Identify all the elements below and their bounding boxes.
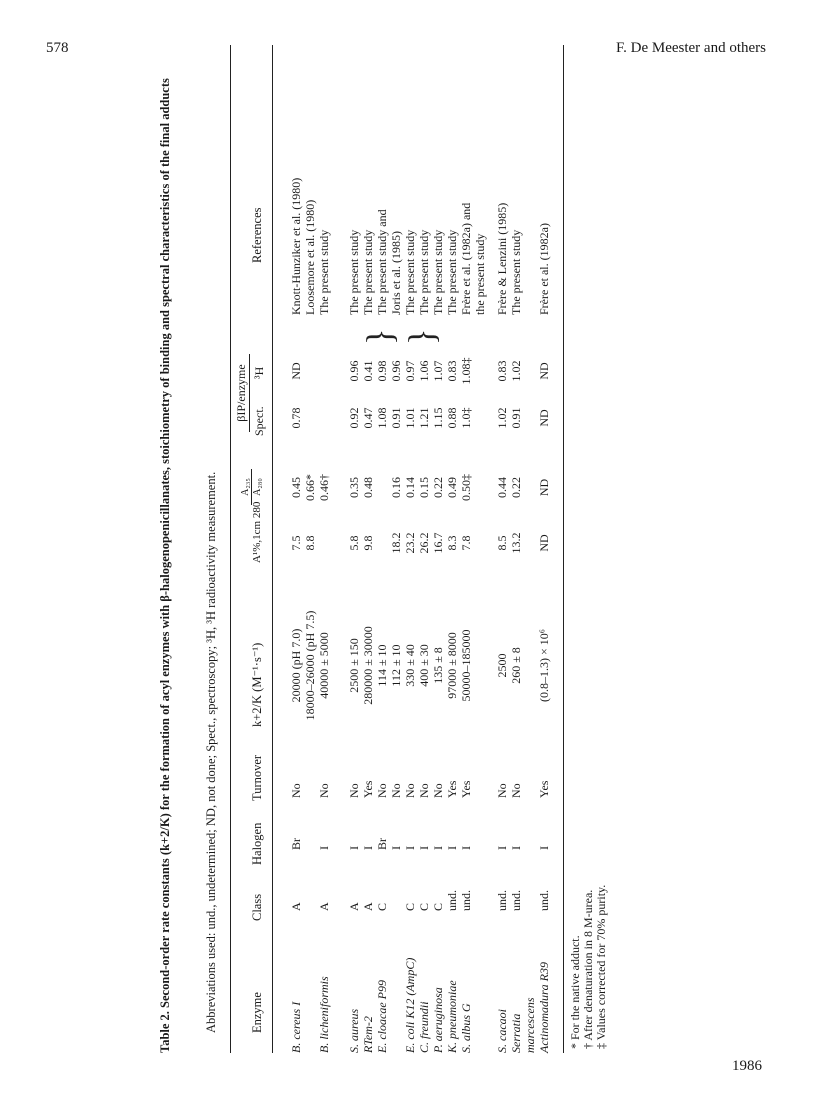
cell-abs: 13.2 [509, 532, 523, 554]
cell-turnover: No [495, 783, 509, 798]
cell-halogen: I [509, 846, 523, 850]
cell-ratio: 0.49 [445, 477, 459, 498]
table-row [537, 45, 551, 1053]
cell-halogen: I [431, 846, 445, 850]
cell-class: C [431, 902, 445, 911]
header-rule [272, 45, 273, 1053]
cell-ref: The present study [417, 229, 431, 315]
cell-spect: 1.15 [431, 407, 445, 429]
cell-h3: 0.96 [389, 360, 403, 382]
brace-group-a: } [360, 328, 401, 345]
cell-halogen: I [361, 846, 375, 850]
table-row [303, 45, 317, 1053]
cell-halogen: Br [289, 838, 303, 850]
cell-turnover: No [509, 783, 523, 798]
cell-ref: The present study [445, 229, 459, 315]
cell-turnover: No [289, 783, 303, 798]
cell-ref: The present study [317, 229, 331, 315]
cell-rate: 20000 (pH 7.0) [289, 628, 303, 703]
cell-ratio: 0.15 [417, 477, 431, 498]
cell-spect: 0.78 [289, 407, 303, 429]
cell-rate: 2500 ± 150 [347, 638, 361, 693]
cell-spect: 0.91 [509, 407, 523, 429]
ratio-denominator: A₂₈₀ [252, 478, 263, 496]
cell-spect: 1.08 [375, 407, 389, 429]
cell-class: und. [495, 890, 509, 911]
cell-h3: 0.83 [495, 360, 509, 382]
ratio-numerator: A₂₃₅ [240, 469, 252, 505]
cell-rate: 18000–26000 (pH 7.5) [303, 610, 317, 721]
top-rule [230, 45, 231, 1053]
cell-h3: 1.02 [509, 360, 523, 382]
header-ratio [240, 469, 263, 505]
cell-ref: the present study [473, 233, 487, 315]
bottom-rule [563, 45, 564, 1053]
cell-class: A [289, 902, 303, 911]
cell-abs: 9.8 [361, 535, 375, 551]
cell-halogen: I [537, 846, 551, 850]
cell-enzyme: marcescens [523, 997, 537, 1053]
cell-h3: 0.98 [375, 360, 389, 382]
cell-spect: 0.92 [347, 407, 361, 429]
cell-ref: The present study [403, 229, 417, 315]
caption-label: Table 2. [158, 1011, 172, 1053]
cell-h3: 1.06 [417, 360, 431, 382]
cell-ratio: 0.48 [361, 477, 375, 498]
cell-enzyme: E. cloacae P99 [375, 980, 389, 1053]
cell-ratio: 0.44 [495, 477, 509, 498]
table-caption [158, 53, 172, 1053]
header-piip: βIP/enzyme [234, 354, 250, 431]
rotated-table [158, 43, 653, 1053]
cell-rate: 135 ± 8 [431, 647, 445, 684]
cell-spect: 0.91 [389, 407, 403, 429]
table-row [347, 45, 361, 1053]
cell-ratio: 0.45 [289, 477, 303, 498]
cell-enzyme: C. freundii [417, 1001, 431, 1053]
cell-ref: Joris et al. (1985) [389, 231, 403, 315]
header-turnover: Turnover [250, 754, 264, 801]
cell-spect: 1.01 [403, 407, 417, 429]
cell-spect: ND [537, 409, 551, 427]
cell-class: und. [459, 890, 473, 911]
cell-abs: 16.7 [431, 532, 445, 554]
cell-ref: Frère et al. (1982a) and [459, 202, 473, 315]
cell-halogen: I [347, 846, 361, 850]
cell-h3: 0.96 [347, 360, 361, 382]
header-enzyme: Enzyme [250, 992, 264, 1033]
cell-halogen: I [417, 846, 431, 850]
cell-turnover: No [389, 783, 403, 798]
header-class: Class [250, 893, 264, 921]
cell-turnover: Yes [361, 780, 375, 798]
footnote-1: * For the native adduct. [568, 935, 582, 1049]
cell-rate: 280000 ± 30000 [361, 626, 375, 705]
abbreviations-note: Abbreviations used: und., undetermined; ND, not done; Spect., spectroscopy; ³H, ³H radioactivity measurement. [204, 471, 218, 1033]
cell-turnover: No [347, 783, 361, 798]
cell-turnover: No [403, 783, 417, 798]
cell-abs: 18.2 [389, 532, 403, 554]
cell-halogen: I [389, 846, 403, 850]
cell-halogen: I [317, 846, 331, 850]
cell-spect: 0.47 [361, 407, 375, 429]
table-row [403, 45, 417, 1053]
cell-rate: 330 ± 40 [403, 644, 417, 687]
cell-class: und. [509, 890, 523, 911]
cell-enzyme: S. albus G [459, 1003, 473, 1053]
cell-spect: 1.21 [417, 407, 431, 429]
table-row [473, 45, 487, 1053]
cell-ratio: 0.50‡ [459, 474, 473, 501]
table-row [361, 45, 375, 1053]
cell-halogen: I [445, 846, 459, 850]
cell-ref: Loosemore et al. (1980) [303, 199, 317, 315]
cell-ratio: 0.22 [509, 477, 523, 498]
cell-ratio: ND [537, 478, 551, 497]
table-row [375, 45, 389, 1053]
cell-rate: 50000–185000 [459, 629, 473, 702]
cell-h3: 0.41 [361, 360, 375, 382]
cell-ratio: 0.16 [389, 477, 403, 498]
header-halogen: Halogen [250, 822, 264, 865]
year-mark: 1986 [732, 1058, 762, 1074]
cell-ratio: 0.22 [431, 477, 445, 498]
cell-turnover: Yes [459, 780, 473, 798]
header-h3: ³H [252, 366, 266, 379]
cell-enzyme: P. aeruginosa [431, 987, 445, 1053]
cell-rate: 40000 ± 5000 [317, 632, 331, 699]
cell-ratio: 0.14 [403, 477, 417, 498]
cell-ref: The present study [361, 229, 375, 315]
cell-h3: 1.07 [431, 360, 445, 382]
brace-group-c: } [402, 328, 443, 345]
cell-class: A [347, 902, 361, 911]
cell-turnover: Yes [445, 780, 459, 798]
table-row [431, 45, 445, 1053]
table-row [389, 45, 403, 1053]
page-number: 578 [46, 40, 69, 56]
cell-turnover: No [375, 783, 389, 798]
table-row [459, 45, 473, 1053]
cell-class: C [403, 902, 417, 911]
cell-enzyme: S. cacaoi [495, 1009, 509, 1053]
cell-enzyme: K. pneumoniae [445, 980, 459, 1053]
cell-ratio: 0.66* [303, 474, 317, 501]
cell-turnover: Yes [537, 780, 551, 798]
cell-rate: 2500 [495, 653, 509, 678]
table-row [317, 45, 331, 1053]
cell-abs: 8.3 [445, 535, 459, 551]
footnote-2: † After denaturation in 8 M-urea. [581, 889, 595, 1049]
cell-h3: ND [537, 362, 551, 380]
cell-abs: 5.8 [347, 535, 361, 551]
caption-text: Second-order rate constants (k+2/K) for the formation of acyl enzymes with β-halogenopenicillanates, stoichiometry of binding and spectral characteristics of the final adducts [158, 78, 172, 1008]
cell-enzyme: S. aureus [347, 1008, 361, 1053]
cell-h3: 0.83 [445, 360, 459, 382]
footnote-3: ‡ Values corrected for 70% purity. [594, 884, 608, 1049]
table-row [445, 45, 459, 1053]
cell-h3: 0.97 [403, 360, 417, 382]
cell-enzyme: E. coli K12 (AmpC) [403, 957, 417, 1053]
cell-class: C [375, 902, 389, 911]
cell-turnover: No [431, 783, 445, 798]
cell-abs: 8.8 [303, 535, 317, 551]
cell-turnover: No [417, 783, 431, 798]
cell-class: A [361, 902, 375, 911]
cell-enzyme: Serratia [509, 1013, 523, 1053]
cell-abs: 7.5 [289, 535, 303, 551]
cell-rate: 97000 ± 8000 [445, 632, 459, 699]
table-row [417, 45, 431, 1053]
cell-h3: ND [289, 362, 303, 380]
header-absorbance: A¹%,1cm 280 [251, 501, 263, 563]
table-row [509, 45, 523, 1053]
cell-ref: Frère & Lenzini (1985) [495, 202, 509, 315]
cell-class: und. [537, 890, 551, 911]
cell-abs: 7.8 [459, 535, 473, 551]
cell-h3: 1.08‡ [459, 357, 473, 385]
cell-abs: 23.2 [403, 532, 417, 554]
cell-spect: 1.02 [495, 407, 509, 429]
cell-halogen: I [459, 846, 473, 850]
cell-enzyme: B. cereus I [289, 1001, 303, 1053]
cell-ref: Knott-Hunziker et al. (1980) [289, 177, 303, 315]
cell-ratio: 0.35 [347, 477, 361, 498]
cell-ref: The present study [431, 229, 445, 315]
cell-rate: 114 ± 10 [375, 644, 389, 687]
header-references: References [250, 207, 264, 263]
cell-spect: 1.0‡ [459, 407, 473, 429]
cell-ref: Frère et al. (1982a) [537, 223, 551, 315]
cell-class: und. [445, 890, 459, 911]
header-spect: Spect. [252, 406, 266, 436]
cell-ref: The present study [347, 229, 361, 315]
cell-ratio: 0.46† [317, 474, 331, 501]
cell-rate: 260 ± 8 [509, 647, 523, 684]
cell-abs: 26.2 [417, 532, 431, 554]
cell-ref: The present study [509, 229, 523, 315]
running-head: F. De Meester and others [615, 40, 766, 56]
cell-ref: The present study and [375, 209, 389, 315]
header-piip-group [234, 345, 250, 441]
cell-class: A [317, 902, 331, 911]
cell-rate: 112 ± 10 [389, 644, 403, 687]
cell-turnover: No [317, 783, 331, 798]
cell-enzyme: B. licheniformis [317, 976, 331, 1053]
table-row [495, 45, 509, 1053]
cell-abs: ND [537, 534, 551, 552]
cell-class: C [417, 902, 431, 911]
cell-halogen: Br [375, 838, 389, 850]
cell-spect: 0.88 [445, 407, 459, 429]
cell-enzyme: RTem-2 [361, 1016, 375, 1053]
cell-halogen: I [495, 846, 509, 850]
cell-rate: 400 ± 30 [417, 644, 431, 687]
cell-halogen: I [403, 846, 417, 850]
table-row [523, 45, 537, 1053]
table-row [289, 45, 303, 1053]
header-rate: k+2/K (M⁻¹·s⁻¹) [250, 642, 264, 727]
cell-enzyme: Actinomadura R39 [537, 962, 551, 1053]
cell-abs: 8.5 [495, 535, 509, 551]
cell-rate: (0.8–1.3) × 10⁶ [537, 629, 551, 702]
